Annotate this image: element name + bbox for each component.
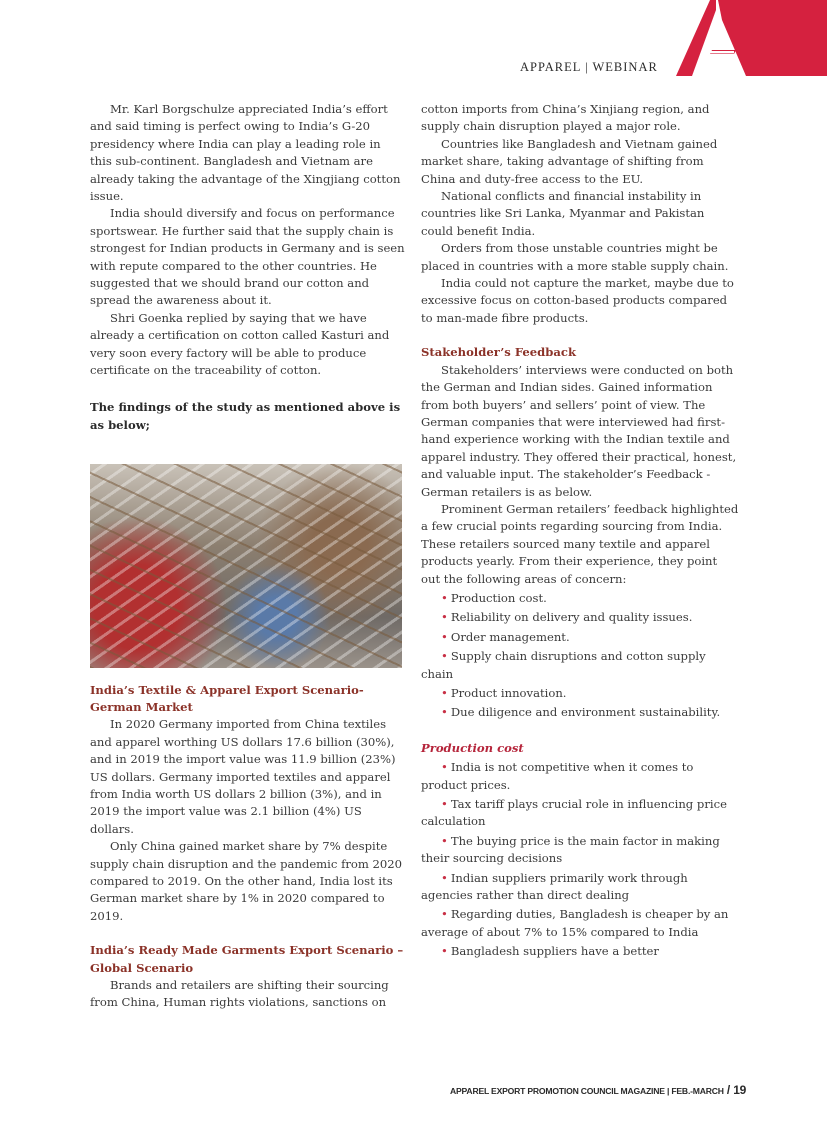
paragraph: Orders from those unstable countries might be placed in countries with a more stable supply chain.: [421, 241, 729, 273]
page-number: 19: [733, 1083, 747, 1097]
list-item: • Product innovation.: [441, 686, 567, 700]
paragraph: Brands and retailers are shifting their sourcing from China, Human rights violations, sanctions on: [90, 978, 389, 1010]
paragraph: National conflicts and financial instability in countries like Sri Lanka, Myanmar and Pakistan could benefit India.: [421, 189, 705, 238]
paragraph: India should diversify and focus on performance sportswear. He further said that the supply chain is strongest for Indian products in Germany and is seen with repute compared to the other countries. He suggested that we should brand our cotton and spread the awareness about it.: [90, 206, 405, 308]
list-item: • Order management.: [441, 629, 570, 644]
paragraph: Stakeholders’ interviews were conducted on both the German and Indian sides. Gained information from both buyers’ and sellers’ point of view. The German companies that were interviewed had first-hand experience working with the Indian textile and apparel industry. They offered their practical, honest, and valuable input. The stakeholder’s Feedback - German retailers is as below.: [421, 362, 737, 499]
paragraph: Only China gained market share by 7% despite supply chain disruption and the pandemic from 2020 compared to 2019. On the other hand, India lost its German market share by 1% in 2020 compared to 2019.: [90, 839, 403, 923]
publication-name: APPAREL EXPORT PROMOTION COUNCIL MAGAZINE | FEB.-MARCH: [450, 1086, 724, 1096]
list-item: • India is not competitive when it comes to product prices.: [421, 760, 694, 792]
bullet-icon: •: [441, 944, 448, 959]
bullet-icon: •: [441, 797, 448, 812]
factory-photo: [90, 464, 402, 668]
list-item: • Reliability on delivery and quality issues.: [441, 610, 693, 625]
bullet-icon: •: [441, 760, 448, 775]
list-item: • Supply chain disruptions and cotton supply chain: [421, 649, 706, 681]
page-footer: [450, 1083, 746, 1097]
bullet-icon: •: [441, 649, 448, 664]
right-column: [421, 101, 739, 961]
bullet-icon: •: [441, 629, 448, 644]
subheading-production-cost: Production cost: [421, 740, 524, 755]
list-item: • Tax tariff plays crucial role in influencing price calculation: [421, 797, 727, 829]
bullet-icon: •: [441, 686, 448, 700]
list-item: • Due diligence and environment sustainability.: [441, 705, 721, 720]
list-item: • The buying price is the main factor in making their sourcing decisions: [421, 833, 720, 866]
bullet-icon: •: [441, 590, 448, 605]
footer-separator: /: [723, 1083, 734, 1097]
bullet-icon: •: [441, 907, 448, 922]
bullet-icon: •: [441, 705, 448, 720]
findings-lead: The findings of the study as mentioned above is as below;: [90, 399, 401, 432]
paragraph: In 2020 Germany imported from China textiles and apparel worthing US dollars 17.6 billion (30%), and in 2019 the import value was 11.9 billion (23%) US dollars. Germany imported textiles and apparel from India worth US dollars 2 billion (3%), and in 2019 the import value was 2.1 billion (4%) US dollars.: [90, 717, 396, 836]
paragraph: Mr. Karl Borgschulze appreciated India’s effort and said timing is perfect owing to India’s G-20 presidency where India can play a leading role in this sub-continent. Bangladesh and Vietnam are already taking the advantage of the Xingjiang cotton issue.: [90, 102, 401, 204]
paragraph: cotton imports from China’s Xinjiang region, and supply chain disruption played a major role.: [421, 102, 710, 134]
section-heading-german-market: India’s Textile & Apparel Export Scenario-German Market: [90, 682, 364, 714]
list-item: • Production cost.: [441, 590, 547, 605]
section-heading-global-scenario: India’s Ready Made Garments Export Scenario – Global Scenario: [90, 943, 404, 975]
list-item: • Indian suppliers primarily work through agencies rather than direct dealing: [421, 870, 688, 903]
section-heading-stakeholder: Stakeholder’s Feedback: [421, 345, 576, 360]
paragraph: India could not capture the market, maybe due to excessive focus on cotton-based products compared to man-made fibre products.: [421, 276, 734, 325]
bullet-icon: •: [441, 610, 448, 625]
bullet-icon: •: [441, 870, 448, 885]
list-item: • Bangladesh suppliers have a better: [441, 944, 659, 959]
paragraph: Countries like Bangladesh and Vietnam gained market share, taking advantage of shifting from China and duty-free access to the EU.: [421, 136, 718, 186]
paragraph: Prominent German retailers’ feedback highlighted a few crucial points regarding sourcing from India. These retailers sourced many textile and apparel products yearly. From their experience, they point out the following areas of concern:: [421, 501, 739, 586]
paragraph: Shri Goenka replied by saying that we have already a certification on cotton called Kasturi and very soon every factory will be able to produce certificate on the traceability of cotton.: [90, 310, 390, 378]
bullet-icon: •: [441, 833, 448, 848]
section-label: APPAREL | WEBINAR: [520, 60, 658, 74]
apparel-logo-icon: [670, 0, 827, 76]
list-item: • Regarding duties, Bangladesh is cheaper by an average of about 7% to 15% compared to India: [421, 907, 729, 939]
concerns-list: [421, 590, 739, 722]
left-column: [90, 101, 405, 1012]
production-cost-list: [421, 759, 739, 960]
